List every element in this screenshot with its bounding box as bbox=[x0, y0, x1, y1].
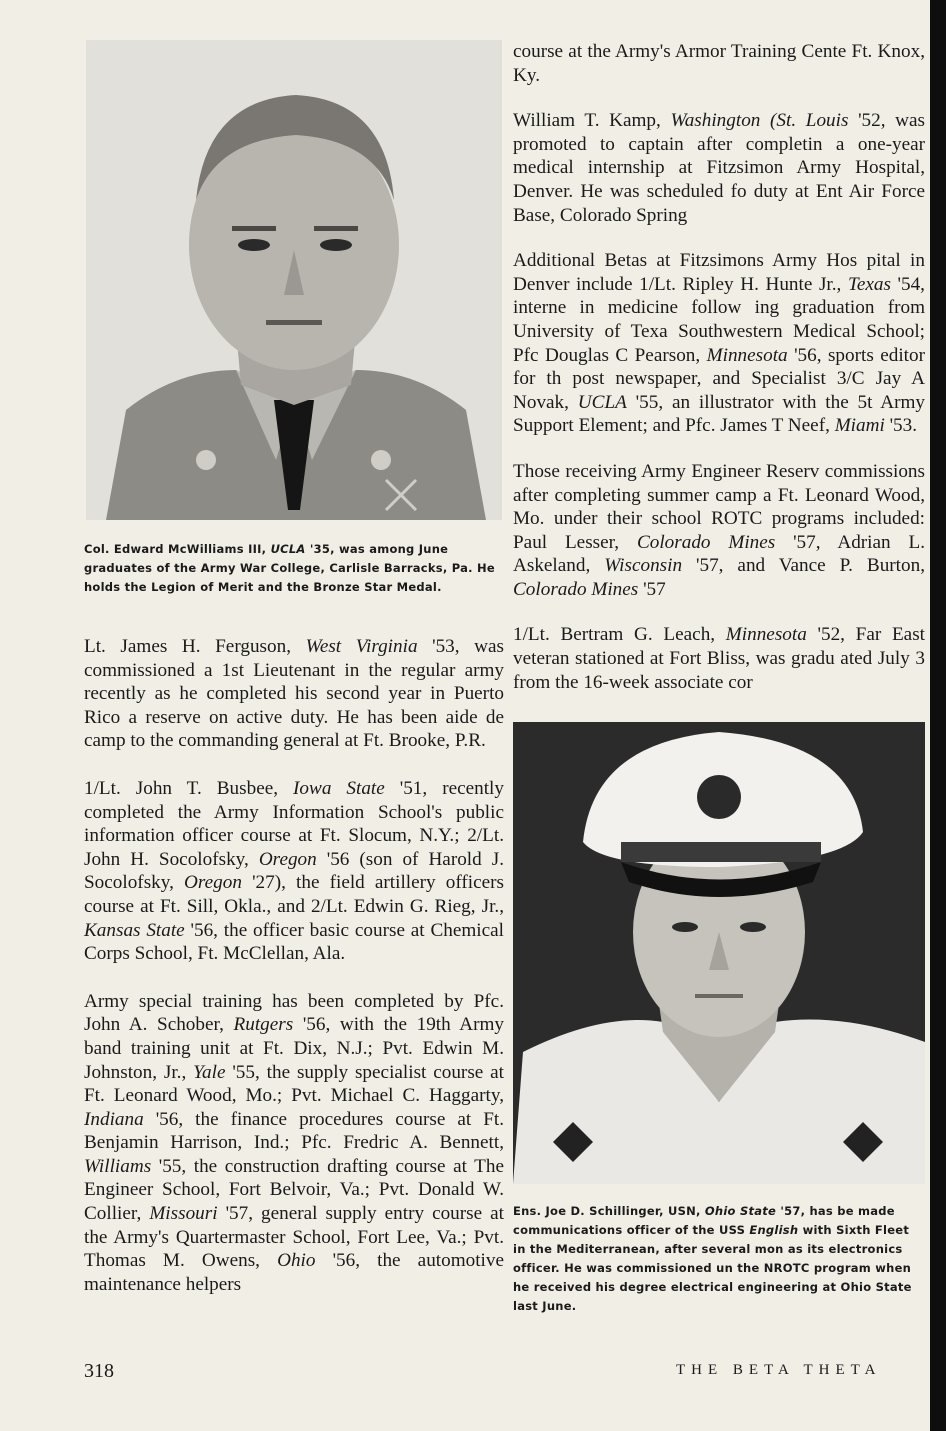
text: 1/Lt. Bertram G. Leach, bbox=[513, 624, 726, 646]
caption-text: '35, was among June graduates of the Army War College, Carlisle Barracks, Pa. He holds the Legion of Merit and the Bronze Star Medal. bbox=[84, 542, 495, 594]
school-name: Indiana bbox=[84, 1108, 144, 1130]
text: '54, interne in medicine follow ing graduation from University of Texa Southwestern Medical School; Pfc Douglas C Pearson, bbox=[513, 273, 925, 366]
paragraph-ferguson bbox=[84, 635, 504, 753]
text: '51, recently completed the Army Information School's public information officer course at Ft. Slocum, N.Y.; 2/Lt. John H. Socolofsky, bbox=[84, 777, 504, 870]
text: 1/Lt. John T. Busbee, bbox=[84, 777, 294, 799]
caption-text: '57, has be made communications officer of the USS bbox=[513, 1204, 895, 1238]
text: '56 (son of Harold J. Socolofsky, bbox=[84, 848, 505, 894]
school-name: Minnesota bbox=[706, 344, 788, 366]
text: '53. bbox=[884, 415, 918, 437]
caption-text: Ens. Joe D. Schillinger, USN, bbox=[513, 1204, 705, 1219]
text: '56, the automotive maintenance helpers bbox=[84, 1250, 504, 1295]
text: '57, and Vance P. Burton, bbox=[682, 555, 925, 577]
page-number: 318 bbox=[84, 1360, 114, 1382]
text: '57, Adrian L. Askeland, bbox=[513, 531, 925, 577]
text: '52, was promoted to captain after completin a one-year medical internship at Fitzsimon Army Hospital, Denver. He was scheduled fo duty at Ent Air Force Base, Colorado Spring bbox=[513, 110, 925, 226]
school-name: Yale bbox=[193, 1061, 226, 1083]
school-name: Miami bbox=[834, 415, 885, 437]
text: '57 bbox=[638, 578, 666, 600]
school-name: Rutgers bbox=[233, 1014, 294, 1036]
text: '55, an illustrator with the 5t Army Support Element; and Pfc. James T Neef, bbox=[513, 391, 925, 437]
caption-ship: English bbox=[749, 1223, 799, 1238]
school-name: Missouri bbox=[149, 1203, 218, 1225]
paragraph-fitzsimons-betas bbox=[513, 249, 925, 438]
page-edge-shadow bbox=[930, 0, 946, 1431]
paragraph-busbee bbox=[84, 777, 504, 966]
school-name: Washington (St. Louis bbox=[670, 110, 849, 132]
left-column bbox=[84, 40, 504, 1296]
school-name: Iowa State bbox=[293, 777, 385, 799]
paragraph-kamp bbox=[513, 109, 925, 227]
running-head: THE BETA THETA bbox=[676, 1362, 882, 1378]
school-name: Texas bbox=[847, 273, 891, 295]
text: '55, the construction drafting course at The Engineer School, Fort Belvoir, Va.; Pvt. Donald W. Collier, bbox=[84, 1155, 504, 1225]
school-name: Ohio bbox=[277, 1250, 316, 1272]
caption-text: with Sixth Fleet in the Mediterranean, after several mon as its electronics officer. He was commissioned un the NROTC program when he received his degree electrical engineering at Ohio State last June. bbox=[513, 1223, 912, 1314]
school-name: Oregon bbox=[258, 848, 317, 870]
school-name: UCLA bbox=[577, 391, 627, 413]
text: '55, the supply specialist course at Ft. Leonard Wood, Mo.; Pvt. Michael C. Haggarty, bbox=[84, 1061, 505, 1107]
paragraph-engineer-reserve bbox=[513, 460, 925, 602]
school-name: Minnesota bbox=[725, 624, 807, 646]
portrait-photo-mcwilliams bbox=[86, 40, 502, 520]
text: '52, Far East veteran stationed at Fort Bliss, was gradu ated July 3 from the 16-week associate cor bbox=[513, 624, 925, 693]
school-name: West Virginia bbox=[305, 636, 418, 657]
text: '56, the officer basic course at Chemical Corps School, Ft. McClellan, Ala. bbox=[84, 919, 504, 965]
portrait-photo-schillinger bbox=[513, 722, 925, 1184]
paragraph-continued: course at the Army's Armor Training Cente Ft. Knox, Ky. bbox=[513, 41, 925, 86]
text: '53, was commissioned a 1st Lieutenant in the regular army recently as he completed his second year in Puerto Rico a reserve on active duty. He has been aide de camp to the commanding general at Ft. Brooke, P.R. bbox=[84, 636, 504, 752]
text: '56, with the 19th Army band training unit at Ft. Dix, N.J.; Pvt. Edwin M. Johnston, Jr., bbox=[84, 1014, 505, 1083]
portrait-illustration bbox=[513, 722, 925, 1184]
school-name: Kansas State bbox=[84, 919, 185, 941]
caption-mcwilliams bbox=[84, 540, 504, 597]
text: Lt. James H. Ferguson, bbox=[84, 636, 306, 657]
paragraph-army-training bbox=[84, 990, 504, 1297]
caption-schillinger bbox=[513, 1202, 925, 1316]
caption-text: Col. Edward McWilliams III, bbox=[84, 542, 271, 556]
school-name: Oregon bbox=[184, 872, 242, 894]
text: Army special training has been completed by Pfc. John A. Schober, bbox=[84, 990, 504, 1036]
caption-school: UCLA bbox=[270, 542, 306, 556]
text: '57, general supply entry course at the Army's Quartermaster School, Fort Lee, Va.; Pvt. Thomas M. Owens, bbox=[84, 1203, 504, 1272]
text: '27), the field artillery officers course at Ft. Sill, Okla., and 2/Lt. Edwin G. Rieg, Jr., bbox=[84, 872, 504, 917]
portrait-illustration bbox=[86, 40, 502, 520]
school-name: Colorado Mines bbox=[636, 531, 776, 553]
text: '56, the finance procedures course at Ft. Benjamin Harrison, Ind.; Pfc. Fredric A. Bennett, bbox=[84, 1108, 504, 1154]
text: William T. Kamp, bbox=[513, 110, 671, 132]
caption-school: Ohio State bbox=[704, 1204, 777, 1219]
school-name: Wisconsin bbox=[604, 555, 683, 577]
school-name: Colorado Mines bbox=[513, 578, 639, 600]
text: '56, sports editor for th post newspaper, and Specialist 3/C Jay A Novak, bbox=[513, 344, 925, 413]
text: Those receiving Army Engineer Reserv commissions after completing summer camp a Ft. Leonard Wood, Mo. under their school ROTC programs included: Paul Lesser, bbox=[513, 460, 925, 553]
right-column bbox=[513, 40, 925, 1316]
text: Additional Betas at Fitzsimons Army Hos pital in Denver include 1/Lt. Ripley H. Hunte Jr., bbox=[513, 250, 925, 295]
school-name: Williams bbox=[84, 1155, 152, 1177]
paragraph-leach bbox=[513, 623, 925, 694]
